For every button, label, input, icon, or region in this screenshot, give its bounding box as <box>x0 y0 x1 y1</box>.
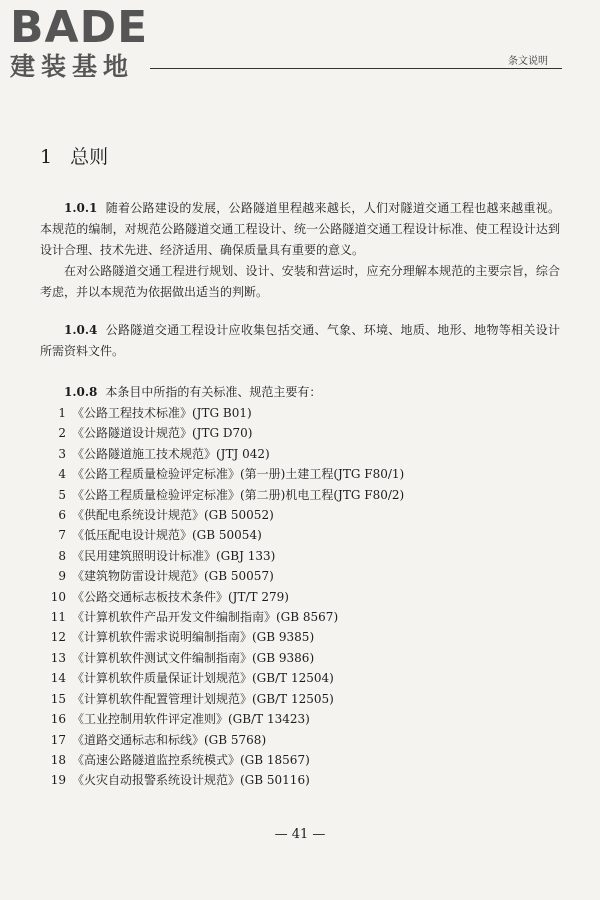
standard-list-item <box>40 444 560 464</box>
standard-list-item <box>40 587 560 607</box>
list-item-number: 16 <box>50 712 66 727</box>
standard-title: 《公路工程质量检验评定标准》(第一册)土建工程(JTG F80/1) <box>72 467 405 482</box>
list-item-number: 11 <box>50 610 66 625</box>
list-item-number: 18 <box>50 752 66 767</box>
list-item-number: 3 <box>58 446 66 461</box>
standard-list-item <box>40 689 560 709</box>
standard-list-item <box>40 648 560 668</box>
standard-title: 《火灾自动报警系统设计规范》(GB 50116) <box>72 773 310 788</box>
standard-title: 《公路工程质量检验评定标准》(第二册)机电工程(JTG F80/2) <box>72 487 405 502</box>
clause-text: 本条目中所指的有关标准、规范主要有： <box>105 385 322 399</box>
standard-title: 《计算机软件需求说明编制指南》(GB 9385) <box>72 630 315 645</box>
standard-list-item <box>40 464 560 484</box>
standard-list-item <box>40 403 560 423</box>
standard-list-item <box>40 505 560 525</box>
standard-title: 《公路工程技术标准》(JTG B01) <box>72 406 252 420</box>
standard-list-item <box>40 423 560 443</box>
list-item-number: 2 <box>58 426 66 441</box>
clause-number: 1.0.1 <box>64 201 98 215</box>
list-item-number: 1 <box>58 406 66 420</box>
standard-list-item <box>40 627 560 647</box>
list-item-number: 12 <box>50 630 66 645</box>
list-item-number: 6 <box>58 508 66 523</box>
standard-list-item <box>40 566 560 586</box>
chapter-title: 总则 <box>70 146 109 168</box>
logo-chinese-name: 建装基地 <box>10 52 135 81</box>
clause-1-0-8 <box>40 382 560 791</box>
standard-title: 《供配电系统设计规范》(GB 50052) <box>72 508 274 523</box>
standard-title: 《公路隧道设计规范》(JTG D70) <box>72 426 253 441</box>
clause-number: 1.0.4 <box>64 323 98 337</box>
standard-list-item <box>40 607 560 627</box>
standard-title: 《计算机软件产品开发文件编制指南》(GB 8567) <box>72 610 339 625</box>
header-rule <box>150 68 562 69</box>
list-item-number: 10 <box>50 589 66 604</box>
standard-title: 《计算机软件配置管理计划规范》(GB/T 12505) <box>72 691 334 706</box>
clause-number: 1.0.8 <box>64 385 98 399</box>
list-item-number: 7 <box>58 528 66 543</box>
standard-title: 《建筑物防雷设计规范》(GB 50057) <box>72 569 274 584</box>
chapter-number: 1 <box>40 146 53 168</box>
standard-title: 《计算机软件测试文件编制指南》(GB 9386) <box>72 650 315 665</box>
standard-list-item <box>40 668 560 688</box>
clause-1-0-4 <box>40 320 560 362</box>
clause-intro <box>40 382 560 403</box>
standard-list-item <box>40 525 560 545</box>
list-item-number: 8 <box>58 548 66 563</box>
standard-list-item <box>40 709 560 729</box>
bade-logo <box>10 2 149 82</box>
running-header-label: 条文说明 <box>508 56 548 67</box>
clause-1-0-1 <box>40 198 560 303</box>
standard-title: 《道路交通标志和标线》(GB 5768) <box>72 732 267 747</box>
list-item-number: 15 <box>50 691 66 706</box>
standard-title: 《公路隧道施工技术规范》(JTJ 042) <box>72 446 270 461</box>
standard-list-item <box>40 750 560 770</box>
standard-list-item <box>40 546 560 566</box>
clause-text: 公路隧道交通工程设计应收集包括交通、气象、环境、地质、地形、地物等相关设计所需资料文件。 <box>40 323 560 358</box>
list-item-number: 4 <box>58 467 66 482</box>
standard-list-item <box>40 730 560 750</box>
clause-paragraph: 在对公路隧道交通工程进行规划、设计、安装和营运时，应充分理解本规范的主要宗旨，综合考虑，并以本规范为依据做出适当的判断。 <box>40 264 560 299</box>
chapter-heading <box>40 142 108 169</box>
page-number: — 41 — <box>274 827 326 842</box>
list-item-number: 13 <box>50 650 66 665</box>
standard-list-item <box>40 485 560 505</box>
standard-title: 《低压配电设计规范》(GB 50054) <box>72 528 262 543</box>
logo-wordmark: BADE <box>10 2 149 53</box>
clause-text: 随着公路建设的发展，公路隧道里程越来越长，人们对隧道交通工程也越来越重视。本规范的编制，对规范公路隧道交通工程设计、统一公路隧道交通工程设计标准、使工程设计达到设计合理、技术先进、经济适用、确保质量具有重要的意义。 <box>40 201 560 257</box>
standard-list-item <box>40 770 560 790</box>
standard-title: 《工业控制用软件评定准则》(GB/T 13423) <box>72 712 310 727</box>
standards-list <box>40 403 560 791</box>
list-item-number: 14 <box>50 671 66 686</box>
standard-title: 《高速公路隧道监控系统模式》(GB 18567) <box>72 752 310 767</box>
standard-title: 《公路交通标志板技术条件》(JT/T 279) <box>72 589 289 604</box>
clause-paragraph <box>40 198 560 261</box>
list-item-number: 9 <box>58 569 66 584</box>
list-item-number: 19 <box>50 773 66 788</box>
standard-title: 《计算机软件质量保证计划规范》(GB/T 12504) <box>72 671 334 686</box>
list-item-number: 5 <box>58 487 66 502</box>
list-item-number: 17 <box>50 732 66 747</box>
standard-title: 《民用建筑照明设计标准》(GBJ 133) <box>72 548 276 563</box>
clause-paragraph <box>40 320 560 362</box>
